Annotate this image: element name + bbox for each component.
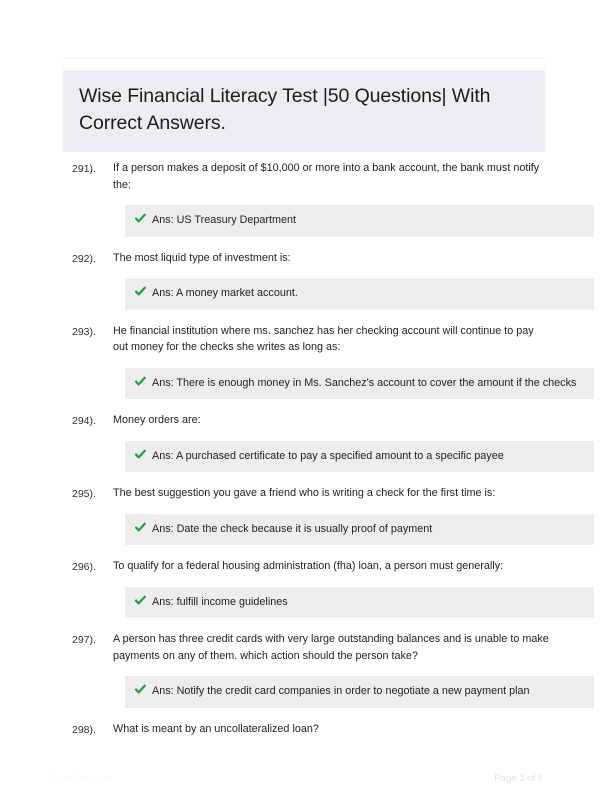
page-footer: [0, 773, 606, 784]
green-check-icon: [135, 684, 146, 698]
question-text: If a person makes a deposit of $10,000 or more into a bank account, the bank must notify the:: [113, 162, 540, 191]
answer-bar: [125, 278, 594, 310]
page-title: Wise Financial Literacy Test |50 Questions| With Correct Answers.: [79, 85, 491, 134]
answer-text: Ans: There is enough money in Ms. Sanchez's account to cover the amount if the checks: [152, 376, 577, 389]
green-check-icon: [135, 522, 146, 536]
answer-text: Ans: fulfill income guidelines: [152, 595, 288, 608]
question-number: 296).: [72, 561, 96, 573]
question-item: [0, 412, 606, 472]
question-text: Money orders are:: [113, 414, 201, 426]
question-text: The best suggestion you gave a friend who is writing a check for the first time is:: [113, 487, 496, 499]
question-body: [113, 323, 606, 400]
green-check-icon: [135, 376, 146, 390]
question-item: [0, 558, 606, 618]
question-number: 292).: [72, 252, 96, 265]
footer-page-number: Page 1 of 7: [494, 773, 543, 784]
answer-text: Ans: A money market account.: [152, 287, 298, 299]
header-divider: [63, 57, 545, 58]
answer-bar: [125, 676, 594, 708]
question-item: [0, 721, 606, 738]
answer-bar: [125, 587, 594, 619]
answer-bar: [125, 205, 594, 237]
question-list: [0, 160, 606, 751]
answer-text: Ans: A purchased certificate to pay a specified amount to a specific payee: [152, 449, 504, 462]
answer-text: Ans: Notify the credit card companies in order to negotiate a new payment plan: [152, 685, 530, 697]
question-item: [0, 485, 606, 545]
green-check-icon: [135, 286, 146, 300]
question-body: [113, 558, 606, 618]
question-number: 298).: [72, 723, 96, 736]
answer-bar: [125, 514, 594, 546]
question-item: [0, 250, 606, 310]
document-header: [63, 70, 545, 152]
question-item: [0, 160, 606, 237]
question-body: [113, 631, 606, 708]
footer-brand: PaperStic.com: [50, 773, 112, 783]
question-number: 294).: [72, 415, 96, 427]
question-item: [0, 323, 606, 400]
question-text: A person has three credit cards with very large outstanding balances and is unable to make payments on any of them. which action should the person take?: [113, 633, 549, 662]
green-check-icon: [135, 449, 146, 463]
question-body: [113, 412, 606, 472]
question-number: 295).: [72, 488, 96, 500]
question-text: To qualify for a federal housing administration (fha) loan, a person must generally:: [113, 560, 504, 572]
question-number: 293).: [72, 325, 96, 338]
answer-text: Ans: Date the check because it is usually proof of payment: [152, 522, 433, 535]
answer-bar: [125, 441, 594, 473]
question-body: [113, 250, 606, 310]
question-item: [0, 631, 606, 708]
question-number: 297).: [72, 634, 96, 646]
question-text: He financial institution where ms. sanchez has her checking account will continue to pay out money for the checks she writes as long as:: [113, 324, 534, 353]
question-body: [113, 721, 606, 738]
answer-bar: [125, 368, 594, 400]
answer-text: Ans: US Treasury Department: [152, 214, 297, 226]
question-body: [113, 160, 606, 237]
question-number: 291).: [72, 163, 96, 175]
question-text: What is meant by an uncollateralized loan?: [113, 722, 319, 735]
green-check-icon: [135, 213, 146, 227]
question-body: [113, 485, 606, 545]
green-check-icon: [135, 595, 146, 609]
question-text: The most liquid type of investment is:: [113, 251, 291, 264]
